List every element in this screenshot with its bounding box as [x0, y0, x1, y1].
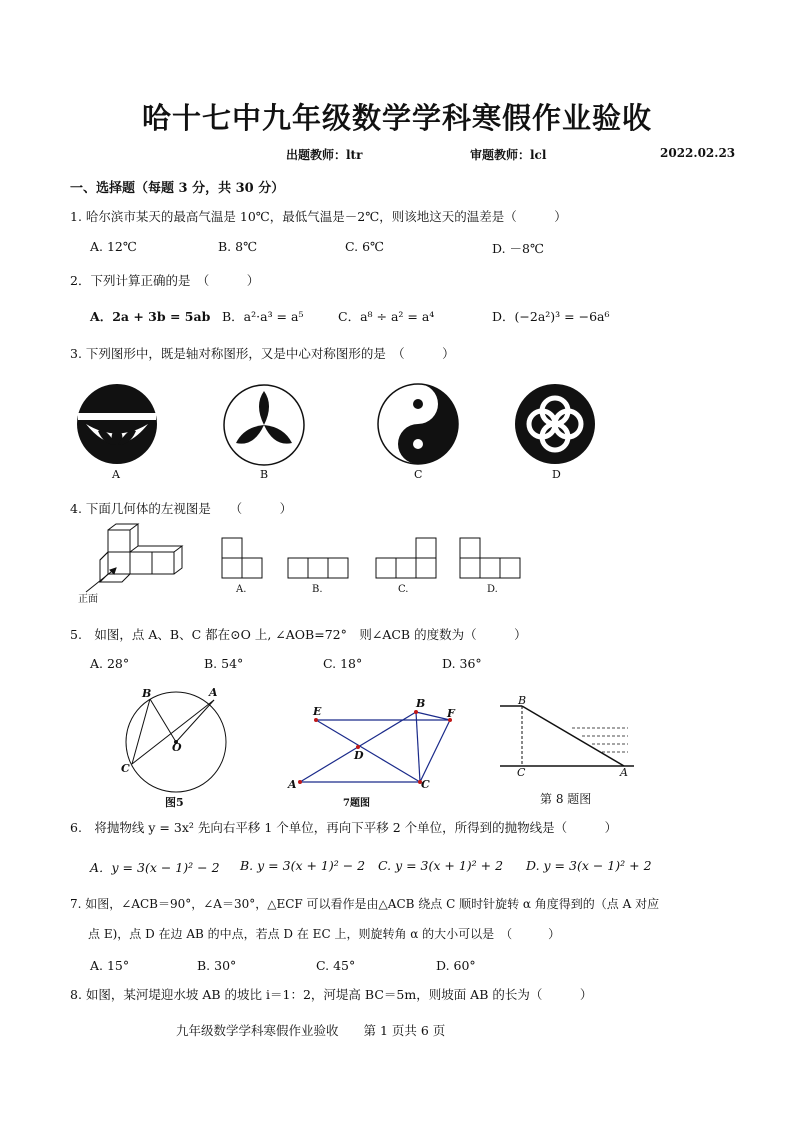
- q1-stem: 1. 哈尔滨市某天的最高气温是 10℃，最低气温是－2℃，则该地这天的温差是（ ）: [70, 209, 567, 224]
- fig7-point-b: B: [416, 697, 426, 710]
- q4-label-b: B.: [312, 584, 323, 595]
- q6-option-c[interactable]: C. y = 3(x + 1)² + 2: [378, 858, 504, 873]
- q5-option-d[interactable]: D. 36°: [442, 656, 482, 671]
- q2-stem: 2．下列计算正确的是 （ ）: [70, 273, 260, 288]
- fig5-caption: 图5: [165, 796, 184, 809]
- q4-stem: 4. 下面几何体的左视图是 （ ）: [70, 501, 293, 516]
- fig7-point-f: F: [447, 707, 455, 720]
- q5-option-a[interactable]: A. 28°: [90, 656, 130, 671]
- fig5-circle-diagram: [110, 684, 240, 796]
- date-label: 2022.02.23: [660, 146, 736, 160]
- q3-figure-c[interactable]: [377, 383, 459, 465]
- q7-option-a[interactable]: A. 15°: [90, 958, 130, 973]
- fig7-point-a: A: [288, 778, 297, 791]
- q4-option-a-figure[interactable]: [221, 537, 265, 579]
- q5-option-c[interactable]: C. 18°: [323, 656, 363, 671]
- q3-label-c: C: [414, 468, 423, 481]
- fig5-point-b: B: [142, 687, 152, 700]
- section-heading: 一、选择题（每题 3 分，共 30 分）: [70, 181, 285, 196]
- q1-option-d[interactable]: D. －8℃: [492, 241, 544, 256]
- fig8-point-c: C: [517, 766, 526, 779]
- fig7-point-d: D: [354, 749, 364, 762]
- q7-stem-line2: 点 E)，点 D 在边 AB 的中点，若点 D 在 EC 上，则旋转角 α 的大小可以是 （ ）: [88, 927, 561, 941]
- q2-option-a[interactable]: A．2a + 3b = 5ab: [90, 309, 211, 324]
- q7-option-d[interactable]: D. 60°: [436, 958, 476, 973]
- reviewer-label: 审题教师：lcl: [470, 148, 547, 162]
- q6-stem: 6. 将抛物线 y = 3x² 先向右平移 1 个单位，再向下平移 2 个单位，所得到的抛物线是（ ）: [70, 820, 618, 835]
- page-footer: 九年级数学学科寒假作业验收 第 1 页共 6 页: [176, 1023, 446, 1038]
- q7-stem-line1: 7. 如图，∠ACB＝90°，∠A＝30°，△ECF 可以看作是由△ACB 绕点 C 顺时针旋转 α 角度得到的（点 A 对应: [70, 897, 660, 911]
- q3-stem: 3. 下列图形中，既是轴对称图形，又是中心对称图形的是 （ ）: [70, 346, 455, 361]
- q3-figure-d[interactable]: [514, 383, 596, 465]
- q4-label-c: C.: [398, 584, 409, 595]
- q4-option-c-figure[interactable]: [375, 537, 439, 579]
- q1-option-a[interactable]: A. 12℃: [90, 239, 137, 254]
- q5-stem: 5. 如图，点 A、B、C 都在⊙O 上, ∠AOB=72° 则∠ACB 的度数为（ ）: [70, 627, 527, 642]
- q4-front-label: 正面: [78, 594, 98, 605]
- q4-option-d-figure[interactable]: [459, 537, 523, 579]
- fig5-point-o: O: [172, 741, 182, 754]
- fig7-caption: 7题图: [343, 798, 370, 809]
- q7-option-c[interactable]: C. 45°: [316, 958, 356, 973]
- q5-option-b[interactable]: B. 54°: [204, 656, 244, 671]
- q3-label-d: D: [552, 468, 561, 481]
- fig5-point-c: C: [121, 762, 130, 775]
- q2-option-d[interactable]: D．(−2a²)³ = −6a⁶: [492, 309, 610, 324]
- fig7-point-c: C: [421, 778, 430, 791]
- q3-label-a: A: [112, 468, 120, 481]
- q4-option-b-figure[interactable]: [287, 557, 351, 579]
- page-title: 哈十七中九年级数学学科寒假作业验收: [141, 101, 652, 135]
- q7-option-b[interactable]: B. 30°: [197, 958, 237, 973]
- fig8-point-a: A: [620, 766, 628, 779]
- q4-label-a: A.: [236, 584, 247, 595]
- q2-option-c[interactable]: C．a⁸ ÷ a² = a⁴: [338, 309, 435, 324]
- fig5-point-a: A: [209, 686, 218, 699]
- q6-option-d[interactable]: D. y = 3(x − 1)² + 2: [526, 858, 652, 873]
- q8-stem: 8. 如图，某河堤迎水坡 AB 的坡比 i＝1：2，河堤高 BC＝5m，则坡面 AB 的长为（ ）: [70, 987, 593, 1002]
- setter-label: 出题教师：ltr: [286, 148, 363, 162]
- q1-option-b[interactable]: B. 8℃: [218, 239, 258, 254]
- q1-option-c[interactable]: C. 6℃: [345, 239, 385, 254]
- q3-label-b: B: [260, 468, 269, 481]
- q6-option-a[interactable]: A．y = 3(x − 1)² − 2: [90, 860, 220, 875]
- q3-figure-b[interactable]: [222, 383, 306, 467]
- q6-option-b[interactable]: B. y = 3(x + 1)² − 2: [240, 858, 366, 873]
- q3-figure-a[interactable]: [76, 383, 158, 465]
- fig8-caption: 第 8 题图: [540, 792, 592, 806]
- fig7-point-e: E: [313, 705, 322, 718]
- fig8-point-b: B: [518, 694, 527, 707]
- q4-label-d: D.: [487, 584, 498, 595]
- q2-option-b[interactable]: B．a²·a³ = a⁵: [222, 309, 304, 324]
